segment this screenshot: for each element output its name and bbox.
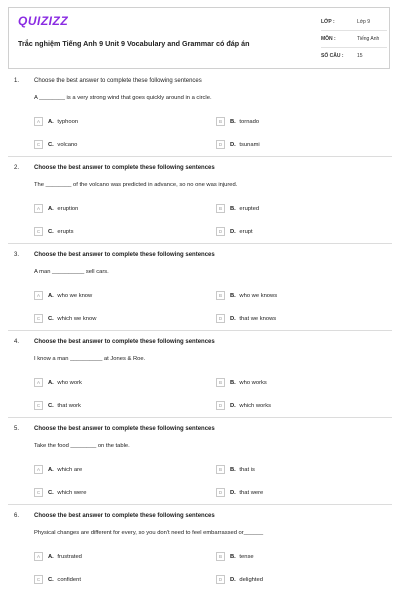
quiz-meta xyxy=(321,14,387,64)
option-label xyxy=(230,119,259,125)
option-checkbox[interactable]: C xyxy=(34,227,43,236)
option-checkbox[interactable]: A xyxy=(34,291,43,300)
option-label xyxy=(48,490,86,496)
option-label xyxy=(230,554,254,560)
option-label xyxy=(230,229,253,235)
option-checkbox[interactable]: B xyxy=(216,465,225,474)
option-text: tsunami xyxy=(237,141,260,148)
option-label xyxy=(48,577,81,583)
meta-label: LỚP : xyxy=(321,19,335,25)
option-text: who work xyxy=(55,379,82,386)
option-label xyxy=(48,467,82,473)
question-instruction: Choose the best answer to complete these following sentences xyxy=(34,426,215,432)
option-letter: B. xyxy=(230,466,236,473)
option-text: which works xyxy=(237,402,271,409)
option-letter: B. xyxy=(230,379,236,386)
option-label xyxy=(230,577,263,583)
option-letter: A. xyxy=(48,118,54,125)
question-number: 4. xyxy=(14,339,20,345)
meta-value: Tiếng Anh xyxy=(357,36,380,42)
question-stem: The ________ of the volcano was predicted in advance, so no one was injured. xyxy=(34,182,238,188)
option-letter: D. xyxy=(230,576,236,583)
answer-option-a[interactable] xyxy=(34,290,92,301)
answer-option-d[interactable] xyxy=(216,313,276,324)
option-checkbox[interactable]: D xyxy=(216,140,225,149)
option-checkbox[interactable]: C xyxy=(34,140,43,149)
question-instruction: Choose the best answer to complete these following sentences xyxy=(34,78,202,84)
option-checkbox[interactable]: D xyxy=(216,314,225,323)
question-stem: A ________ is a very strong wind that goes quickly around in a circle. xyxy=(34,95,212,101)
option-label xyxy=(48,316,96,322)
option-checkbox[interactable]: C xyxy=(34,314,43,323)
answer-option-c[interactable] xyxy=(34,139,77,150)
option-letter: A. xyxy=(48,466,54,473)
option-text: that work xyxy=(55,402,81,409)
option-checkbox[interactable]: C xyxy=(34,401,43,410)
option-label xyxy=(48,229,74,235)
option-label xyxy=(48,293,92,299)
answer-option-c[interactable] xyxy=(34,400,81,411)
question-divider xyxy=(8,504,392,505)
option-letter: D. xyxy=(230,141,236,148)
meta-row-count xyxy=(321,48,387,64)
answer-option-b[interactable] xyxy=(216,116,259,127)
answer-option-a[interactable] xyxy=(34,203,78,214)
option-label xyxy=(48,206,78,212)
answer-option-b[interactable] xyxy=(216,551,254,562)
option-checkbox[interactable]: A xyxy=(34,552,43,561)
option-checkbox[interactable]: A xyxy=(34,378,43,387)
option-letter: D. xyxy=(230,228,236,235)
answer-option-c[interactable] xyxy=(34,313,96,324)
question-divider xyxy=(8,156,392,157)
question-number: 1. xyxy=(14,78,20,84)
question-number: 6. xyxy=(14,513,20,519)
answer-option-c[interactable] xyxy=(34,487,86,498)
option-checkbox[interactable]: A xyxy=(34,117,43,126)
meta-row-grade xyxy=(321,14,387,31)
option-text: erupts xyxy=(55,228,74,235)
option-letter: C. xyxy=(48,402,54,409)
answer-option-a[interactable] xyxy=(34,377,82,388)
option-text: typhoon xyxy=(55,118,79,125)
question-number: 5. xyxy=(14,426,20,432)
answer-option-b[interactable] xyxy=(216,290,277,301)
option-letter: A. xyxy=(48,379,54,386)
meta-row-subject xyxy=(321,31,387,48)
option-label xyxy=(230,142,260,148)
question-stem: Physical changes are different for every, so you don't need to feel embarrassed or______ xyxy=(34,530,264,536)
option-label xyxy=(230,490,263,496)
option-text: which are xyxy=(55,466,83,473)
option-checkbox[interactable]: A xyxy=(34,465,43,474)
option-checkbox[interactable]: A xyxy=(34,204,43,213)
option-label xyxy=(48,142,77,148)
question-instruction: Choose the best answer to complete these following sentences xyxy=(34,252,215,258)
answer-option-b[interactable] xyxy=(216,203,259,214)
option-checkbox[interactable]: B xyxy=(216,204,225,213)
answer-option-a[interactable] xyxy=(34,551,82,562)
answer-option-d[interactable] xyxy=(216,487,263,498)
option-letter: B. xyxy=(230,118,236,125)
answer-option-b[interactable] xyxy=(216,377,267,388)
option-checkbox[interactable]: B xyxy=(216,552,225,561)
option-text: erupted xyxy=(237,205,260,212)
option-letter: C. xyxy=(48,141,54,148)
question-instruction: Choose the best answer to complete these following sentences xyxy=(34,513,215,519)
option-label xyxy=(230,380,267,386)
question-divider xyxy=(8,330,392,331)
answer-option-d[interactable] xyxy=(216,139,260,150)
option-text: who works xyxy=(237,379,267,386)
option-text: erupt xyxy=(237,228,253,235)
question-stem: I know a man __________ at Jones & Roe. xyxy=(34,356,146,362)
answer-option-d[interactable] xyxy=(216,400,271,411)
option-checkbox[interactable]: B xyxy=(216,378,225,387)
option-text: tense xyxy=(237,553,254,560)
option-text: delighted xyxy=(237,576,263,583)
option-text: that were xyxy=(237,489,264,496)
answer-option-c[interactable] xyxy=(34,226,74,237)
option-checkbox[interactable]: D xyxy=(216,575,225,584)
question-instruction: Choose the best answer to complete these following sentences xyxy=(34,165,215,171)
option-letter: D. xyxy=(230,402,236,409)
question-number: 3. xyxy=(14,252,20,258)
option-label xyxy=(230,293,277,299)
option-label xyxy=(48,119,78,125)
meta-label: SỐ CÂU : xyxy=(321,53,344,59)
quiz-header xyxy=(8,7,390,69)
option-checkbox[interactable]: C xyxy=(34,488,43,497)
option-label xyxy=(48,380,82,386)
option-text: who we knows xyxy=(237,292,278,299)
option-text: that is xyxy=(237,466,255,473)
option-checkbox[interactable]: B xyxy=(216,117,225,126)
option-checkbox[interactable]: D xyxy=(216,401,225,410)
option-text: volcano xyxy=(55,141,78,148)
question-divider xyxy=(8,417,392,418)
answer-option-d[interactable] xyxy=(216,574,263,585)
meta-label: MÔN : xyxy=(321,36,336,42)
page-title: Trắc nghiệm Tiếng Anh 9 Unit 9 Vocabulary and Grammar có đáp án xyxy=(18,39,250,48)
option-text: which we know xyxy=(55,315,97,322)
option-letter: D. xyxy=(230,315,236,322)
option-letter: A. xyxy=(48,292,54,299)
meta-value: Lớp 9 xyxy=(357,19,371,25)
option-text: frustrated xyxy=(55,553,82,560)
option-letter: D. xyxy=(230,489,236,496)
option-letter: C. xyxy=(48,315,54,322)
answer-option-d[interactable] xyxy=(216,226,253,237)
option-text: which were xyxy=(55,489,87,496)
answer-option-a[interactable] xyxy=(34,464,82,475)
meta-value: 15 xyxy=(357,53,363,59)
option-label xyxy=(230,403,271,409)
question-number: 2. xyxy=(14,165,20,171)
question-stem: A man __________ sell cars. xyxy=(34,269,109,275)
answer-option-c[interactable] xyxy=(34,574,81,585)
option-letter: B. xyxy=(230,205,236,212)
option-text: who we know xyxy=(55,292,93,299)
option-checkbox[interactable]: D xyxy=(216,488,225,497)
option-checkbox[interactable]: D xyxy=(216,227,225,236)
option-letter: B. xyxy=(230,553,236,560)
option-checkbox[interactable]: B xyxy=(216,291,225,300)
option-letter: C. xyxy=(48,228,54,235)
option-text: eruption xyxy=(55,205,79,212)
option-text: confident xyxy=(55,576,81,583)
question-instruction: Choose the best answer to complete these following sentences xyxy=(34,339,215,345)
option-checkbox[interactable]: C xyxy=(34,575,43,584)
option-label xyxy=(230,206,259,212)
option-letter: C. xyxy=(48,576,54,583)
question-stem: Take the food ________ on the table. xyxy=(34,443,130,449)
option-letter: A. xyxy=(48,553,54,560)
option-letter: C. xyxy=(48,489,54,496)
answer-option-a[interactable] xyxy=(34,116,78,127)
option-label xyxy=(48,403,81,409)
option-text: tornado xyxy=(237,118,260,125)
option-letter: B. xyxy=(230,292,236,299)
option-label xyxy=(48,554,82,560)
option-text: that we knows xyxy=(237,315,277,322)
answer-option-b[interactable] xyxy=(216,464,255,475)
option-label xyxy=(230,467,255,473)
quizizz-logo: QUIZIZZ xyxy=(18,14,69,28)
option-letter: A. xyxy=(48,205,54,212)
question-divider xyxy=(8,243,392,244)
option-label xyxy=(230,316,276,322)
